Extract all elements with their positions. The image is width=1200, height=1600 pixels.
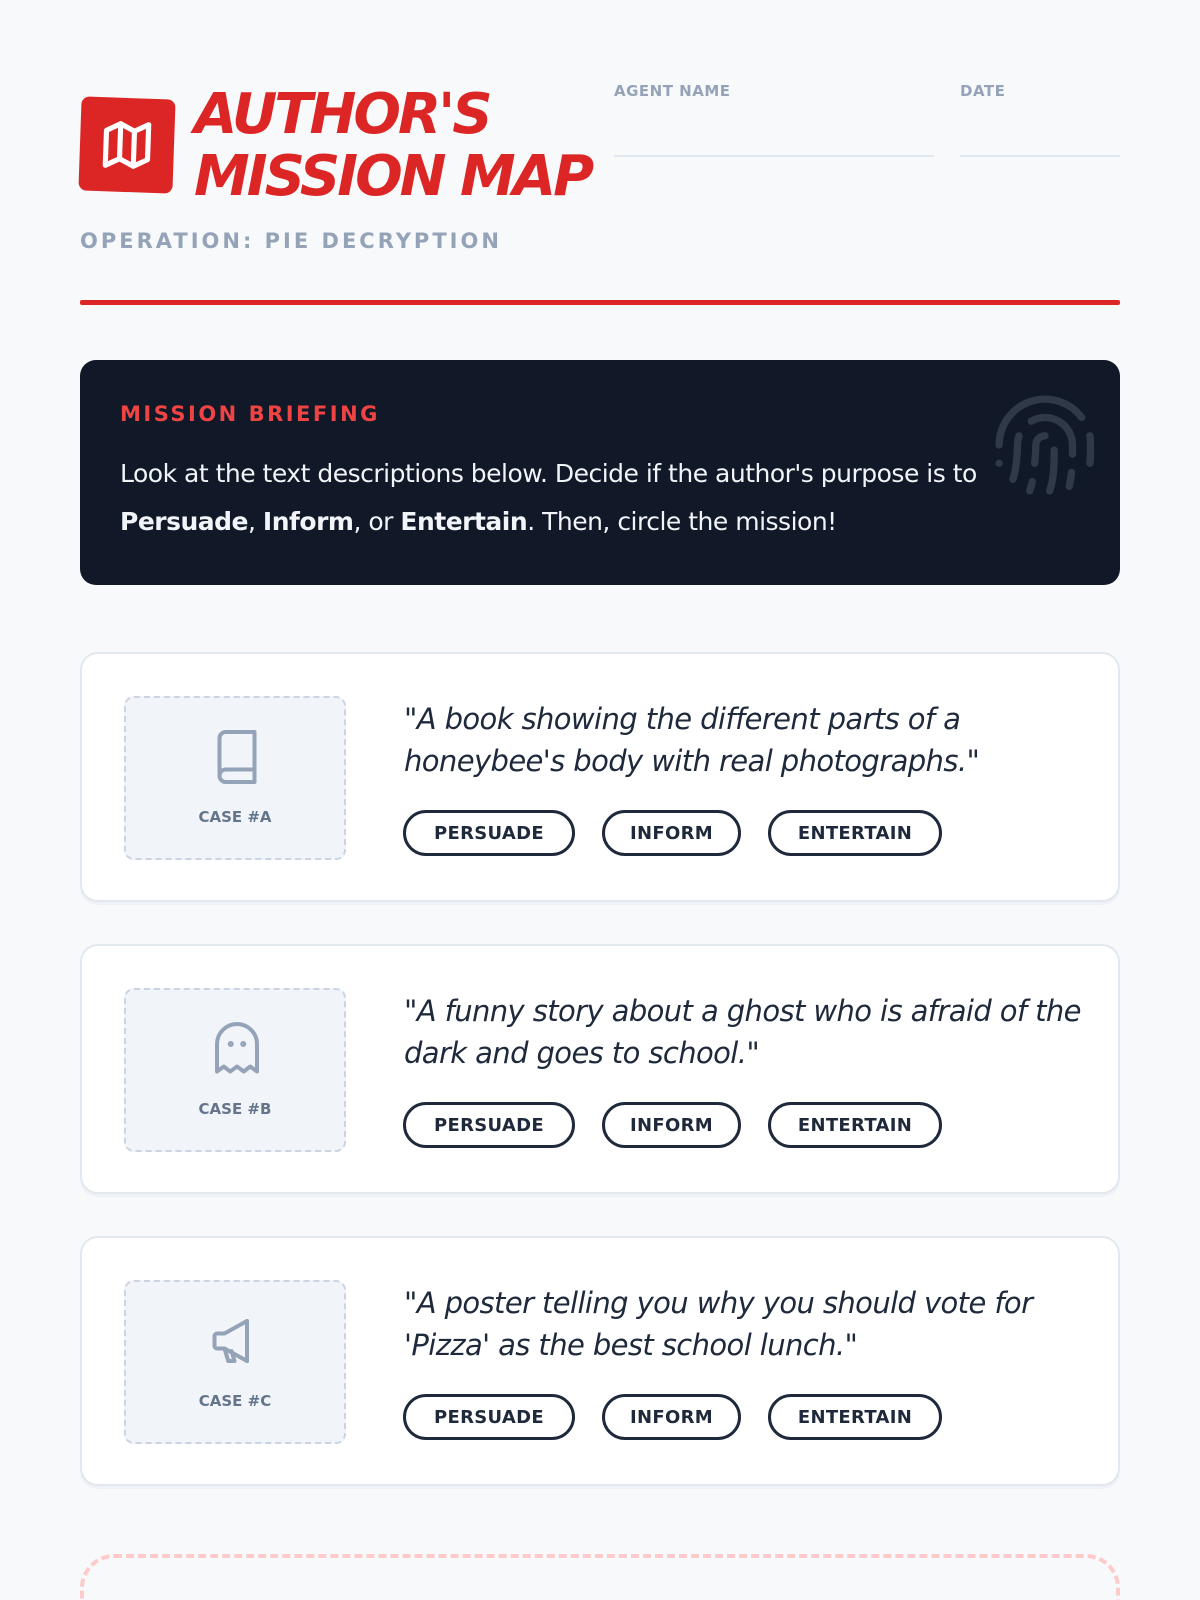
briefing-text-pre: Look at the text descriptions below. Decide if the author's purpose is to [120,459,977,488]
case-description: "A poster telling you why you should vote for 'Pizza' as the best school lunch." [404,1286,1033,1362]
briefing-inform: Inform [262,507,354,536]
case-image-placeholder [124,1280,346,1444]
page-title [194,84,634,208]
bottom-dashed-section [80,1554,1120,1600]
agent-name-field[interactable] [614,82,934,100]
date-field[interactable] [960,82,1120,100]
page-subtitle: OPERATION: PIE DECRYPTION [80,229,502,253]
inform-button[interactable]: INFORM [602,1102,741,1148]
case-label: CASE #A [198,808,272,826]
case-card [80,652,1120,902]
case-card [80,1236,1120,1486]
purpose-options [403,1394,942,1440]
entertain-button[interactable]: ENTERTAIN [768,810,942,856]
case-label: CASE #B [198,1100,272,1118]
briefing-persuade: Persuade [120,507,249,536]
header-divider [80,300,1120,305]
worksheet-page [80,0,1120,1600]
agent-name-line[interactable] [614,155,934,157]
briefing-comma: , [248,507,263,536]
date-label: DATE [960,82,1006,100]
logo [78,96,175,193]
inform-button[interactable]: INFORM [602,1394,741,1440]
briefing-entertain: Entertain [400,507,528,536]
case-description: "A book showing the different parts of a honeybee's body with real photographs." [404,702,980,778]
case-image-placeholder [124,988,346,1152]
case-label: CASE #C [198,1392,272,1410]
agent-name-label: AGENT NAME [614,82,731,100]
case-image-placeholder [124,696,346,860]
briefing-text [120,450,1080,546]
purpose-options [403,810,942,856]
briefing-title: MISSION BRIEFING [120,402,380,426]
map-icon [98,116,156,174]
entertain-button[interactable]: ENTERTAIN [768,1102,942,1148]
mission-briefing [80,360,1120,585]
briefing-or: , or [353,507,401,536]
title-line-2: MISSION MAP [194,144,592,209]
briefing-text-post: . Then, circle the mission! [527,507,837,536]
date-line[interactable] [960,155,1120,157]
case-description: "A funny story about a ghost who is afraid of the dark and goes to school." [404,994,1081,1070]
entertain-button[interactable]: ENTERTAIN [768,1394,942,1440]
inform-button[interactable]: INFORM [602,810,741,856]
purpose-options [403,1102,942,1148]
persuade-button[interactable]: PERSUADE [403,1102,575,1148]
ghost-icon [207,1016,267,1082]
persuade-button[interactable]: PERSUADE [403,1394,575,1440]
persuade-button[interactable]: PERSUADE [403,810,575,856]
case-card [80,944,1120,1194]
book-icon [207,724,267,790]
title-line-1: AUTHOR'S [194,82,490,147]
megaphone-icon [207,1308,267,1374]
